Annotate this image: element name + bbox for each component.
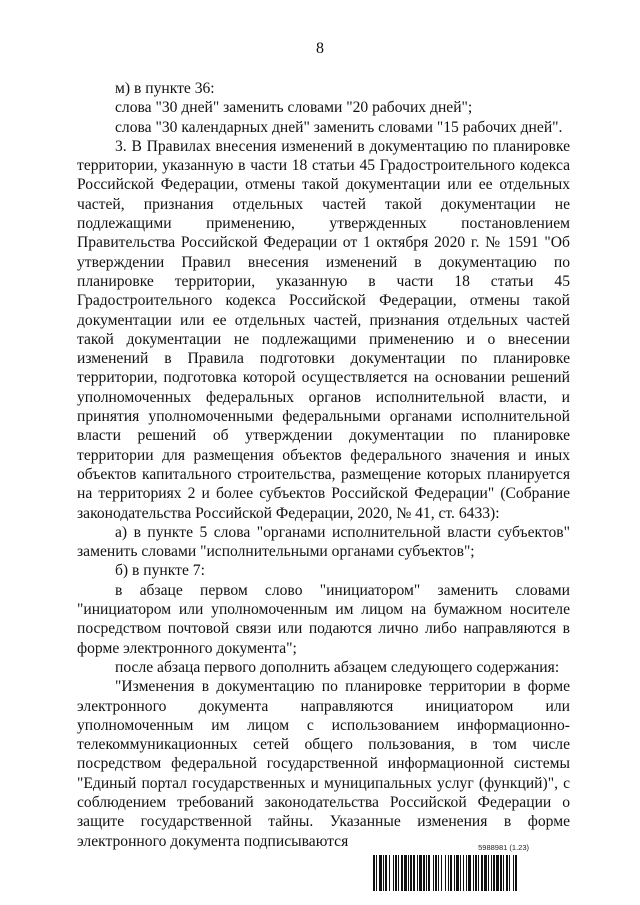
barcode-block [373, 843, 573, 893]
barcode-id: 5988981 (1.23) [478, 843, 529, 852]
paragraph-quote-electronic: "Изменения в документацию по планировке территории в форме электронного документа направляются инициатором или уполномоченным им лицом с использованием информационно-телекоммуникационных сетей общего пользования, в том числе посредством федеральной государственной информационной системы "Единый портал государственных и муниципальных услуг (функций)", с соблюдением требований законодательства Российской Федерации о защите государственной тайны. Указанные изменения в форме электронного документа подписываются [77, 678, 570, 850]
paragraph-30-calendar-days: слова "30 календарных дней" заменить словами "15 рабочих дней". [115, 118, 563, 136]
barcode-image [373, 855, 573, 891]
paragraph-m-punkt-36: м) в пункте 36: [115, 80, 215, 97]
paragraph-30-days: слова "30 дней" заменить словами "20 рабочих дней"; [115, 99, 473, 117]
page-number: 8 [316, 40, 324, 57]
paragraph-section-3: 3. В Правилах внесения изменений в документацию по планировке территории, указанную в части 18 статьи 45 Градостроительного кодекса Российской Федерации, отмены такой документации или ее отдельных частей, признания отдельных частей такой документации не подлежащими применению, утвержденных постановлением Правительства Российской Федерации от 1 октября 2020 г. № 1591 "Об утверждении Правил внесения изменений в документацию по планировке территории, указанную в части 18 статьи 45 Градостроительного кодекса Российской Федерации, отмены такой документации или ее отдельных частей, признания отдельных частей такой документации не подлежащими применению и о внесении изменений в Правила подготовки документации по планировке территории, подготовка которой осуществляется на основании решений уполномоченных федеральных органов исполнительной власти, и принятия уполномоченными федеральными органами исполнительной власти решений об утверждении документации по планировке территории для размещения объектов федерального значения и иных объектов капитального строительства, размещение которых планируется на территориях 2 и более субъектов Российской Федерации" (Собрание законодательства Российской Федерации, 2020, № 41, ст. 6433): [77, 137, 570, 522]
document-body [77, 79, 570, 851]
paragraph-add-abzac: после абзаца первого дополнить абзацем следующего содержания: [115, 658, 560, 676]
paragraph-item-a: а) в пункте 5 слова "органами исполнительной власти субъектов" заменить словами "исполнительными органами субъектов"; [77, 523, 570, 561]
paragraph-item-b: б) в пункте 7: [115, 562, 205, 580]
paragraph-first-abzac: в абзаце первом слово "инициатором" заменить словами "инициатором или уполномоченным им лицом на бумажном носителе посредством почтовой связи или подаются лично либо направляются в форме электронного документа"; [77, 581, 570, 657]
